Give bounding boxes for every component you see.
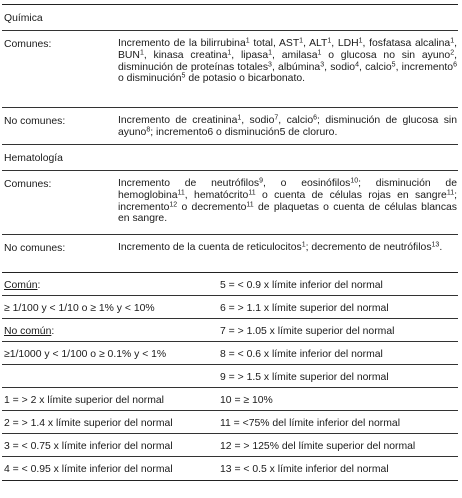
text-run: , lipasa — [231, 49, 269, 61]
legend-comun-underlined: Común — [4, 280, 38, 291]
legend-right-12: 12 = > 125% del límite superior del normal — [220, 441, 416, 452]
text-run: , hematócrito — [184, 189, 249, 201]
footnote-ref: 11 — [246, 201, 254, 209]
divider — [2, 107, 458, 108]
section-title-hematologia: Hematología — [4, 153, 63, 164]
text-run: , albúmina — [271, 61, 321, 73]
divider — [2, 341, 458, 342]
divider — [2, 234, 458, 235]
legend-right-5: 5 = < 0.9 x límite inferior del normal — [220, 280, 383, 291]
footnote-ref: 1 — [268, 49, 273, 57]
footnote-ref: 1 — [317, 49, 322, 57]
divider — [2, 318, 458, 319]
footnote-ref: 1 — [139, 49, 144, 57]
text-run: , kinasa creatina — [143, 49, 228, 61]
bottom-rule — [2, 480, 458, 481]
footnote-ref: 3 — [320, 61, 325, 69]
row-label-comunes-quimica: Comunes: — [4, 39, 52, 50]
legend-left-1: 1 = > 2 x límite superior del normal — [4, 395, 164, 406]
text-run: o disminución — [118, 73, 182, 85]
row-label-nocomunes-hematologia: No comunes: — [4, 243, 66, 254]
row-text-comunes-hematologia — [118, 178, 457, 225]
footnote-ref: 1 — [299, 37, 304, 45]
row-text-comunes-quimica — [118, 38, 457, 85]
footnote-ref: 11 — [177, 189, 185, 197]
text-run: o decremento — [177, 201, 247, 213]
legend-right-11: 11 = <75% del límite inferior del normal — [220, 418, 401, 429]
legend-left-2: 2 = > 1.4 x límite superior del normal — [4, 418, 173, 429]
legend-right-10: 10 = ≥ 10% — [220, 395, 273, 406]
legend-right-13: 13 = < 0.5 x límite inferior del normal — [220, 464, 389, 475]
text-run: o cuenta de células rojas en sangre — [255, 189, 447, 201]
row-label-comunes-hematologia: Comunes: — [4, 179, 52, 190]
text-run: Incremento de creatinina — [118, 115, 238, 126]
text-run: . — [439, 242, 443, 253]
footnote-ref: 1 — [237, 114, 242, 122]
footnote-ref: 11 — [248, 189, 256, 197]
footnote-ref: 1 — [327, 37, 332, 45]
divider — [2, 364, 458, 365]
footnote-ref: 12 — [169, 201, 178, 209]
legend-right-7: 7 = > 1.05 x límite superior del normal — [220, 326, 395, 337]
divider — [2, 144, 458, 145]
text-run: , calcio — [278, 115, 314, 126]
row-label-nocomunes-quimica: No comunes: — [4, 116, 66, 127]
legend-nocomun-def: ≥1/1000 y < 1/100 o ≥ 0.1% y < 1% — [4, 349, 167, 360]
divider — [2, 387, 458, 388]
legend-comun-def: ≥ 1/100 y < 1/10 o ≥ 1% y < 10% — [4, 303, 155, 314]
divider — [2, 30, 458, 31]
text-run: Incremento de la cuenta de reticulocitos — [118, 242, 302, 253]
row-text-nocomunes-quimica — [118, 115, 457, 139]
text-run: , ALT — [303, 38, 328, 49]
footnote-ref: 5 — [181, 72, 186, 80]
footnote-ref: 13 — [431, 241, 440, 249]
text-run: ; disminución de hemoglobina — [118, 178, 457, 201]
footnote-ref: 1 — [227, 49, 232, 57]
footnote-ref: 1 — [358, 37, 363, 45]
footnote-ref: 10 — [350, 177, 359, 185]
text-run: , calcio — [358, 61, 392, 73]
text-run: de potasio o bicarbonato. — [185, 73, 306, 85]
legend-comun-label: Común: — [4, 280, 41, 291]
footnote-ref: 9 — [259, 177, 263, 185]
footnote-ref: 2 — [450, 49, 455, 57]
text-run: ; decremento de neutrófilos — [305, 242, 432, 253]
text-run: total, AST — [249, 38, 300, 49]
divider — [2, 272, 458, 273]
footnote-ref: 1 — [450, 37, 455, 45]
text-run: , o eosinófilos — [262, 178, 351, 189]
footnote-ref: 4 — [355, 61, 359, 69]
divider — [2, 433, 458, 434]
footnote-ref: 1 — [301, 241, 306, 249]
footnote-ref: 3 — [268, 61, 272, 69]
footnote-ref: 11 — [446, 189, 455, 197]
text-run: Incremento de neutrófilos — [118, 178, 260, 189]
legend-nocomun-underlined: No común — [4, 326, 52, 337]
text-run: ; incremento — [118, 189, 457, 213]
text-run: , fosfatasa alcalina — [362, 38, 451, 49]
footnote-ref: 5 — [391, 61, 396, 69]
divider — [2, 410, 458, 411]
legend-right-6: 6 = > 1.1 x límite superior del normal — [220, 303, 389, 314]
text-run: , sodio — [324, 61, 356, 73]
text-run: , LDH — [331, 38, 359, 49]
footnote-ref: 7 — [274, 114, 279, 122]
text-run: , disminución de proteínas totales — [118, 49, 457, 73]
row-text-nocomunes-hematologia — [118, 242, 457, 254]
footnote-ref: 1 — [245, 37, 250, 45]
legend-right-8: 8 = < 0.6 x límite inferior del normal — [220, 349, 383, 360]
text-run: , incremento — [395, 61, 454, 73]
text-run: ; incremento6 o disminución5 de cloruro. — [150, 126, 338, 138]
text-run: ; disminución de glucosa sin ayuno — [118, 115, 457, 138]
top-rule — [2, 4, 458, 5]
text-run: , amilasa — [272, 49, 318, 61]
footnote-ref: 6 — [313, 114, 318, 122]
text-run: , sodio — [241, 115, 275, 126]
text-run: , BUN — [118, 38, 457, 61]
legend-left-4: 4 = < 0.95 x límite inferior del normal — [4, 464, 173, 475]
footnote-ref: 8 — [146, 126, 151, 134]
legend-nocomun-label: No común: — [4, 326, 55, 337]
divider — [2, 295, 458, 296]
legend-right-9: 9 = > 1.5 x límite superior del normal — [220, 372, 389, 383]
text-run: de plaquetas o cuenta de células blancas en sangre. — [118, 201, 457, 225]
divider — [2, 456, 458, 457]
footnote-ref: 6 — [453, 61, 457, 69]
text-run: Incremento de la bilirrubina — [118, 38, 246, 49]
legend-left-3: 3 = < 0.75 x límite inferior del normal — [4, 441, 173, 452]
section-title-quimica: Química — [4, 13, 43, 24]
divider — [2, 170, 458, 171]
text-run: o glucosa no sin ayuno — [321, 49, 451, 61]
